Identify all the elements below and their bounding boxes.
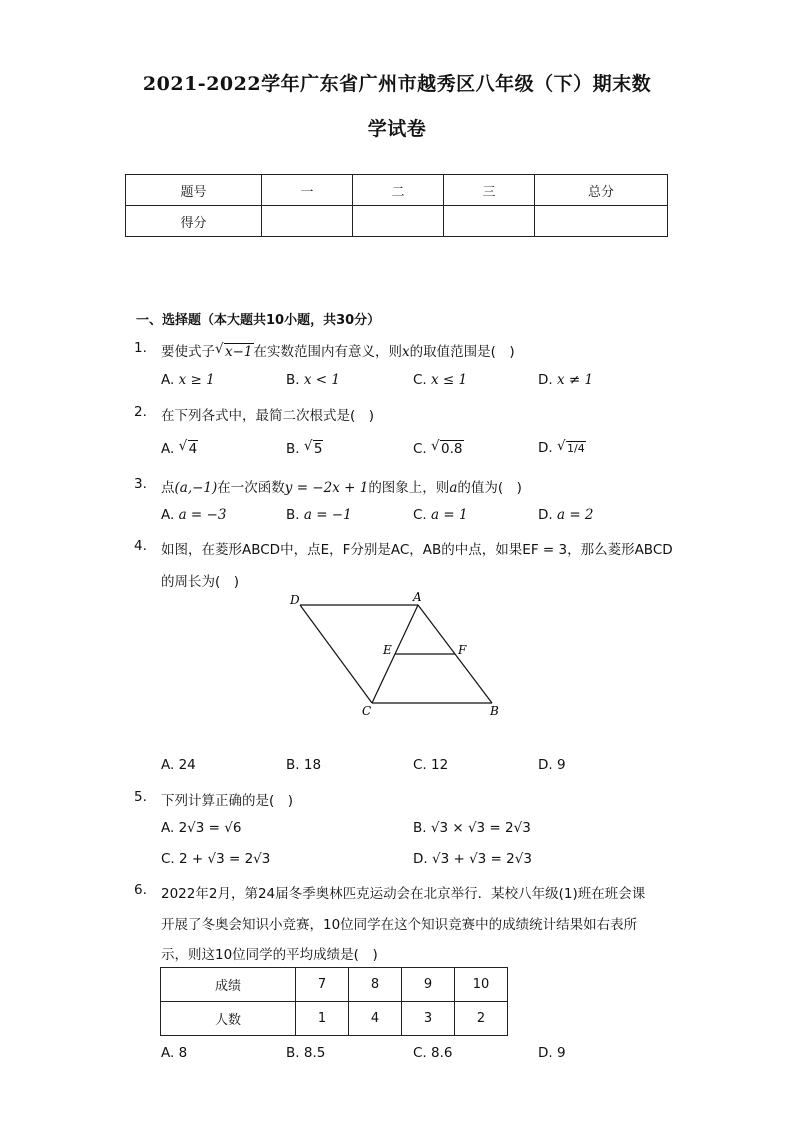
score-table — [125, 174, 668, 237]
label-e: E — [383, 643, 392, 657]
question-number: 5. — [134, 789, 147, 805]
option-value: 18 — [303, 757, 322, 773]
option-value: x ≤ 1 — [431, 372, 468, 388]
question-text: 在下列各式中，最简二次根式是( ) — [161, 408, 375, 424]
text-fragment: 的取值范围是( ) — [409, 344, 515, 360]
option-a[interactable] — [161, 440, 198, 457]
page-title-line1: 2021-2022学年广东省广州市越秀区八年级（下）期末数 — [142, 73, 652, 95]
label-b: B — [490, 704, 499, 718]
page-title-line2: 学试卷 — [367, 118, 427, 140]
math-point: (a,−1) — [174, 480, 218, 496]
option-b[interactable] — [286, 757, 321, 773]
option-value: x ≥ 1 — [178, 372, 215, 388]
option-letter: D. — [538, 372, 553, 388]
option-letter: C. — [413, 757, 427, 773]
question-text: 2022年2月，第24届冬季奥林匹克运动会在北京举行．某校八年级(1)班在班会课 — [161, 886, 646, 902]
question-text — [161, 476, 522, 496]
question-number: 3. — [134, 476, 147, 492]
option-letter: A. — [161, 372, 175, 388]
math-variable: a — [449, 480, 458, 496]
option-value: a = −3 — [178, 507, 227, 523]
score-cell — [444, 206, 535, 237]
option-value: 12 — [431, 757, 449, 773]
radicand: 0.8 — [441, 441, 463, 457]
question-number: 2. — [134, 404, 147, 420]
option-a[interactable] — [161, 507, 226, 523]
option-letter: D. — [538, 757, 553, 773]
score-header-cell: 题号 — [126, 175, 262, 206]
option-letter: A. — [161, 820, 175, 836]
segment-cd — [300, 605, 372, 703]
grades-cell: 7 — [296, 968, 349, 1002]
question-number: 1. — [134, 340, 147, 356]
score-cell — [262, 206, 353, 237]
math-variable: x — [402, 344, 410, 360]
option-value: 9 — [556, 757, 566, 773]
label-d: D — [290, 593, 300, 607]
option-value: a = −1 — [303, 507, 352, 523]
option-b[interactable] — [286, 507, 352, 523]
option-a[interactable] — [161, 372, 215, 388]
option-b[interactable] — [286, 1045, 325, 1061]
score-header-cell: 总分 — [535, 175, 668, 206]
option-value: √3 + √3 = 2√3 — [431, 851, 532, 867]
score-cell — [535, 206, 668, 237]
count-cell: 1 — [296, 1002, 349, 1036]
radicand: 4 — [188, 441, 198, 457]
text-fragment: 的图象上，则 — [368, 480, 450, 496]
question-text-continued: 的周长为( ) — [161, 574, 240, 590]
option-value: 9 — [556, 1045, 566, 1061]
text-fragment: 在实数范围内有意义，则 — [253, 344, 403, 360]
option-letter: C. — [161, 851, 175, 867]
option-value: 8.5 — [303, 1045, 326, 1061]
option-letter: C. — [413, 372, 427, 388]
option-value: x ≠ 1 — [556, 372, 594, 388]
score-header-cell: 三 — [444, 175, 535, 206]
option-c[interactable] — [413, 1045, 453, 1061]
question-text: 下列计算正确的是( ) — [161, 793, 294, 809]
option-d[interactable] — [538, 757, 566, 773]
count-header-cell: 人数 — [161, 1002, 296, 1036]
question-text-continued: 示，则这10位同学的平均成绩是( ) — [161, 947, 378, 963]
option-letter: A. — [161, 507, 175, 523]
count-cell: 2 — [455, 1002, 508, 1036]
option-letter: D. — [538, 440, 553, 456]
option-letter: C. — [413, 441, 427, 457]
score-cell — [353, 206, 444, 237]
option-b[interactable] — [286, 372, 340, 388]
count-row — [161, 1002, 508, 1036]
score-row-label: 得分 — [126, 206, 262, 237]
sqrt-expression: √ 1/4 — [556, 438, 585, 455]
option-letter: D. — [538, 1045, 553, 1061]
option-a[interactable] — [161, 820, 241, 836]
text-fragment: 的值为( ) — [457, 480, 522, 496]
option-d[interactable] — [538, 372, 593, 388]
option-b[interactable] — [286, 440, 323, 457]
text-fragment: 在一次函数 — [217, 480, 285, 496]
option-value: 24 — [178, 757, 196, 773]
grades-cell: 9 — [402, 968, 455, 1002]
label-a: A — [413, 590, 422, 604]
option-value: 2√3 = √6 — [178, 820, 242, 836]
option-c[interactable] — [413, 507, 468, 523]
option-value: a = 2 — [556, 507, 594, 523]
sqrt-expression: √ 5 — [303, 438, 323, 457]
sqrt-expression: √ 4 — [178, 438, 198, 457]
text-fragment: 要使式子 — [161, 344, 215, 360]
option-value: 2 + √3 = 2√3 — [179, 851, 271, 867]
option-letter: B. — [286, 507, 300, 523]
option-letter: B. — [286, 757, 300, 773]
score-table-score-row — [126, 206, 668, 237]
grades-header-cell: 成绩 — [161, 968, 296, 1002]
rhombus-figure — [280, 590, 520, 730]
option-value: x < 1 — [303, 372, 340, 388]
option-value: a = 1 — [431, 507, 468, 523]
option-letter: D. — [538, 507, 553, 523]
option-c[interactable] — [413, 757, 448, 773]
grades-cell: 8 — [349, 968, 402, 1002]
grades-cell: 10 — [455, 968, 508, 1002]
question-number: 6. — [134, 882, 147, 898]
label-f: F — [458, 643, 467, 657]
score-header-cell: 一 — [262, 175, 353, 206]
question-number: 4. — [134, 538, 147, 554]
option-letter: A. — [161, 441, 175, 457]
option-letter: C. — [413, 1045, 427, 1061]
option-letter: B. — [413, 820, 427, 836]
option-letter: C. — [413, 507, 427, 523]
option-d[interactable] — [538, 507, 594, 523]
option-letter: D. — [413, 851, 428, 867]
option-b[interactable] — [413, 820, 531, 836]
math-function: y = −2x + 1 — [284, 480, 369, 496]
count-cell: 4 — [349, 1002, 402, 1036]
sqrt-expression: √ x−1 — [215, 341, 253, 360]
label-c: C — [362, 704, 372, 718]
option-d[interactable] — [413, 851, 532, 867]
grades-table — [160, 967, 508, 1036]
radicand: x−1 — [225, 344, 253, 360]
option-a[interactable] — [161, 1045, 187, 1061]
radicand: 5 — [313, 441, 323, 457]
option-letter: A. — [161, 757, 175, 773]
sqrt-expression: √ 0.8 — [431, 438, 463, 457]
grades-row — [161, 968, 508, 1002]
score-header-cell: 二 — [353, 175, 444, 206]
option-value: 8 — [178, 1045, 188, 1061]
question-text — [161, 340, 515, 360]
option-d[interactable] — [538, 440, 586, 456]
text-fragment: 点 — [161, 480, 175, 496]
option-a[interactable] — [161, 757, 196, 773]
score-table-header-row — [126, 175, 668, 206]
section-heading: 一、选择题（本大题共10小题，共30分） — [136, 313, 381, 328]
option-value: 8.6 — [431, 1045, 453, 1061]
count-cell: 3 — [402, 1002, 455, 1036]
option-c[interactable] — [413, 440, 464, 457]
option-c[interactable] — [161, 851, 270, 867]
question-text: 如图，在菱形ABCD中，点E，F分别是AC，AB的中点，如果EF = 3，那么菱形ABCD — [161, 542, 673, 558]
option-letter: B. — [286, 372, 300, 388]
question-text-continued: 开展了冬奥会知识小竞赛，10位同学在这个知识竞赛中的成绩统计结果如右表所 — [161, 917, 638, 933]
option-value: √3 × √3 = 2√3 — [430, 820, 531, 836]
option-letter: B. — [286, 1045, 300, 1061]
option-letter: A. — [161, 1045, 175, 1061]
option-d[interactable] — [538, 1045, 566, 1061]
option-letter: B. — [286, 441, 300, 457]
option-c[interactable] — [413, 372, 467, 388]
radicand: 1/4 — [566, 442, 585, 455]
